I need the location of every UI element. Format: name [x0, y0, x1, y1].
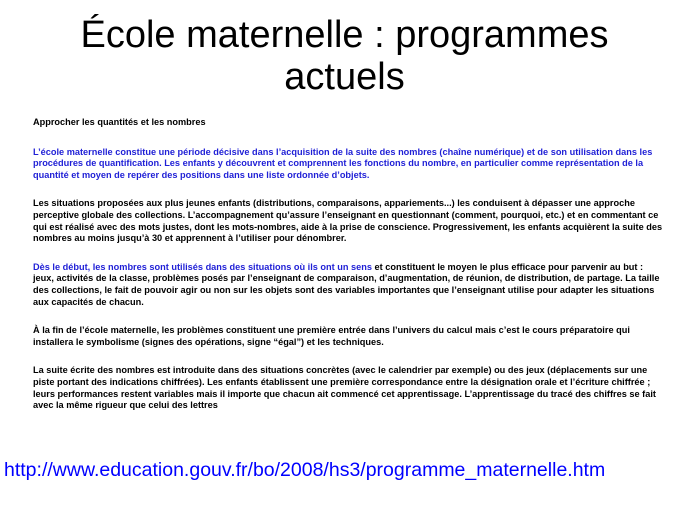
paragraph-situations: Les situations proposées aux plus jeunes enfants (distributions, comparaisons, appariements...) les conduisent à dépasser une approche perceptive globale des collections. L’accompagnement qu’assure l’enseignant en questionnant (comment, pourquoi, etc.) et en commentant ce qui est réalisé avec des mots justes, dont les mots-nombres, aide à la prise de conscience. Progressivement, les enfants acquièrent la suite des nombres au moins jusqu’à 30 et apprennent à l’utiliser pour dénombrer. — [33, 198, 663, 244]
excerpt-body — [33, 117, 665, 429]
source-link[interactable]: http://www.education.gouv.fr/bo/2008/hs3/programme_maternelle.htm — [4, 459, 606, 481]
paragraph-highlight: Dès le début, les nombres sont utilisés dans des situations où ils ont un sens — [33, 261, 372, 272]
slide-title-line-2: actuels — [284, 56, 405, 98]
paragraph-des-le-debut — [33, 262, 665, 308]
slide-title — [0, 14, 689, 98]
paragraph-acquisition: L’école maternelle constitue une période décisive dans l’acquisition de la suite des nombres (chaîne numérique) et de son utilisation dans les procédures de quantification. Les enfants y découvrent et comprennent les fonctions du nombre, en particulier comme représentation de la quantité et moyen de repérer des positions dans une liste ordonnée d’objets. — [33, 146, 653, 180]
paragraph-continuation: et constituent le moyen le plus efficace pour parvenir au but : jeux, activités de la classe, problèmes posés par l’enseignant de comparaison, d’augmentation, de réunion, de distribution, de partage. La taille des collections, le fait de pouvoir agir ou non sur les objets sont des variables importantes que l’enseignant utilise pour adapter les situations aux capacités de chacun. — [33, 261, 660, 307]
section-heading: Approcher les quantités et les nombres — [33, 117, 206, 127]
paragraph-suite-ecrite: La suite écrite des nombres est introduite dans des situations concrètes (avec le calendrier par exemple) ou des jeux (déplacements sur une piste portant des indications chiffrées). Les enfants établissent une première correspondance entre la désignation orale et l’écriture chiffrée ; leurs performances restent variables mais il importe que chacun ait commencé cet apprentissage. L’apprentissage du tracé des chiffres se fait avec la même rigueur que celui des lettres — [33, 365, 656, 411]
slide-title-line-1: École maternelle : programmes — [80, 14, 609, 56]
paragraph-fin-maternelle: À la fin de l’école maternelle, les problèmes constituent une première entrée dans l’univers du calcul mais c’est le cours préparatoire qui installera le symbolisme (signes des opérations, signe “égal”) et les techniques. — [33, 325, 630, 347]
